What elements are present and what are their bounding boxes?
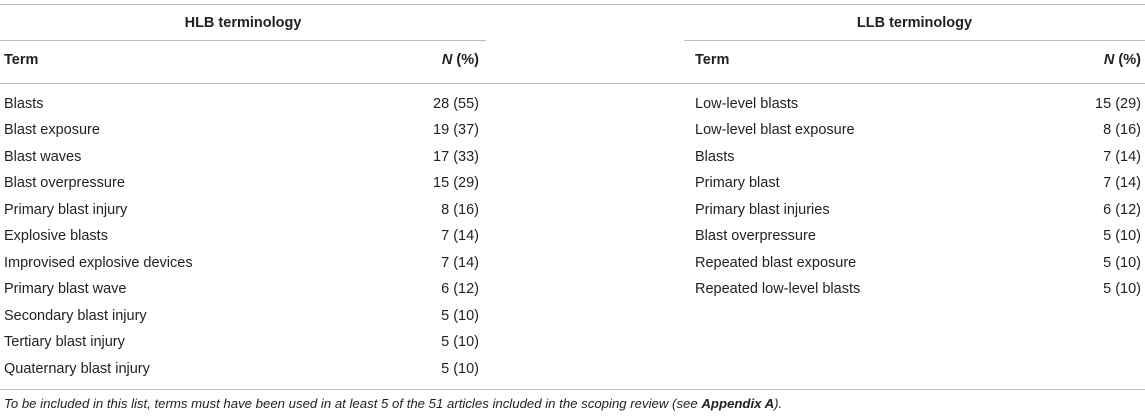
llb-group-header: LLB terminology (856, 15, 973, 31)
hlb-term-cell: Primary blast wave (4, 281, 127, 297)
hlb-n-cell: 7 (14) (441, 255, 479, 271)
hlb-n-cell: 6 (12) (441, 281, 479, 297)
bottom-rule (0, 389, 1145, 390)
table-row (0, 255, 1145, 281)
llb-n-cell: 7 (14) (1103, 175, 1141, 191)
llb-n-cell: 8 (16) (1103, 122, 1141, 138)
footnote-text: To be included in this list, terms must have been used in at least 5 of the 51 articles included in the scoping review (see (4, 396, 702, 411)
hlb-n-cell: 5 (10) (441, 308, 479, 324)
hlb-n-cell: 5 (10) (441, 361, 479, 377)
hlb-term-cell: Secondary blast injury (4, 308, 147, 324)
llb-term-cell: Primary blast injuries (695, 202, 830, 218)
top-rule (0, 4, 1145, 5)
hlb-n-cell: 17 (33) (433, 149, 479, 165)
header-rule (0, 83, 1145, 84)
llb-term-cell: Repeated low-level blasts (695, 281, 861, 297)
hlb-term-cell: Improvised explosive devices (4, 255, 193, 271)
table-row (0, 202, 1145, 228)
llb-group-rule (684, 40, 1145, 41)
table-footnote (4, 396, 782, 411)
llb-term-cell: Blasts (695, 149, 735, 165)
table-row (0, 96, 1145, 122)
hlb-n-header (442, 52, 479, 68)
hlb-n-cell: 7 (14) (441, 228, 479, 244)
table-row (0, 308, 1145, 334)
hlb-n-cell: 28 (55) (433, 96, 479, 112)
table-row (0, 175, 1145, 201)
footnote-end: ). (774, 396, 783, 411)
llb-n-header-rest: (%) (1114, 52, 1141, 68)
llb-term-cell: Low-level blasts (695, 96, 799, 112)
llb-n-cell: 5 (10) (1103, 281, 1141, 297)
table-row (0, 122, 1145, 148)
table-row (0, 149, 1145, 175)
table-row (0, 228, 1145, 254)
hlb-term-cell: Blasts (4, 96, 44, 112)
llb-term-cell: Low-level blast exposure (695, 122, 855, 138)
hlb-term-cell: Blast overpressure (4, 175, 125, 191)
hlb-n-header-rest: (%) (452, 52, 479, 68)
llb-n-header (1104, 52, 1141, 68)
hlb-group-header: HLB terminology (184, 15, 302, 31)
hlb-term-cell: Quaternary blast injury (4, 361, 150, 377)
table-row (0, 361, 1145, 387)
llb-term-cell: Repeated blast exposure (695, 255, 857, 271)
llb-n-cell: 5 (10) (1103, 255, 1141, 271)
hlb-n-cell: 19 (37) (433, 122, 479, 138)
llb-term-header: Term (695, 52, 730, 68)
hlb-term-cell: Tertiary blast injury (4, 334, 125, 350)
llb-term-cell: Primary blast (695, 175, 780, 191)
llb-n-cell: 5 (10) (1103, 228, 1141, 244)
hlb-n-cell: 8 (16) (441, 202, 479, 218)
llb-n-cell: 15 (29) (1095, 96, 1141, 112)
hlb-n-cell: 15 (29) (433, 175, 479, 191)
hlb-term-cell: Primary blast injury (4, 202, 128, 218)
table-row (0, 281, 1145, 307)
llb-n-cell: 7 (14) (1103, 149, 1141, 165)
hlb-group-rule (0, 40, 486, 41)
llb-n-header-italic: N (1103, 52, 1115, 68)
hlb-term-header: Term (4, 52, 39, 68)
hlb-term-cell: Blast exposure (4, 122, 100, 138)
hlb-n-cell: 5 (10) (441, 334, 479, 350)
hlb-term-cell: Explosive blasts (4, 228, 108, 244)
hlb-term-cell: Blast waves (4, 149, 82, 165)
appendix-link[interactable]: Appendix A (701, 396, 775, 411)
table-row (0, 334, 1145, 360)
hlb-n-header-italic: N (441, 52, 453, 68)
llb-n-cell: 6 (12) (1103, 202, 1141, 218)
llb-term-cell: Blast overpressure (695, 228, 816, 244)
